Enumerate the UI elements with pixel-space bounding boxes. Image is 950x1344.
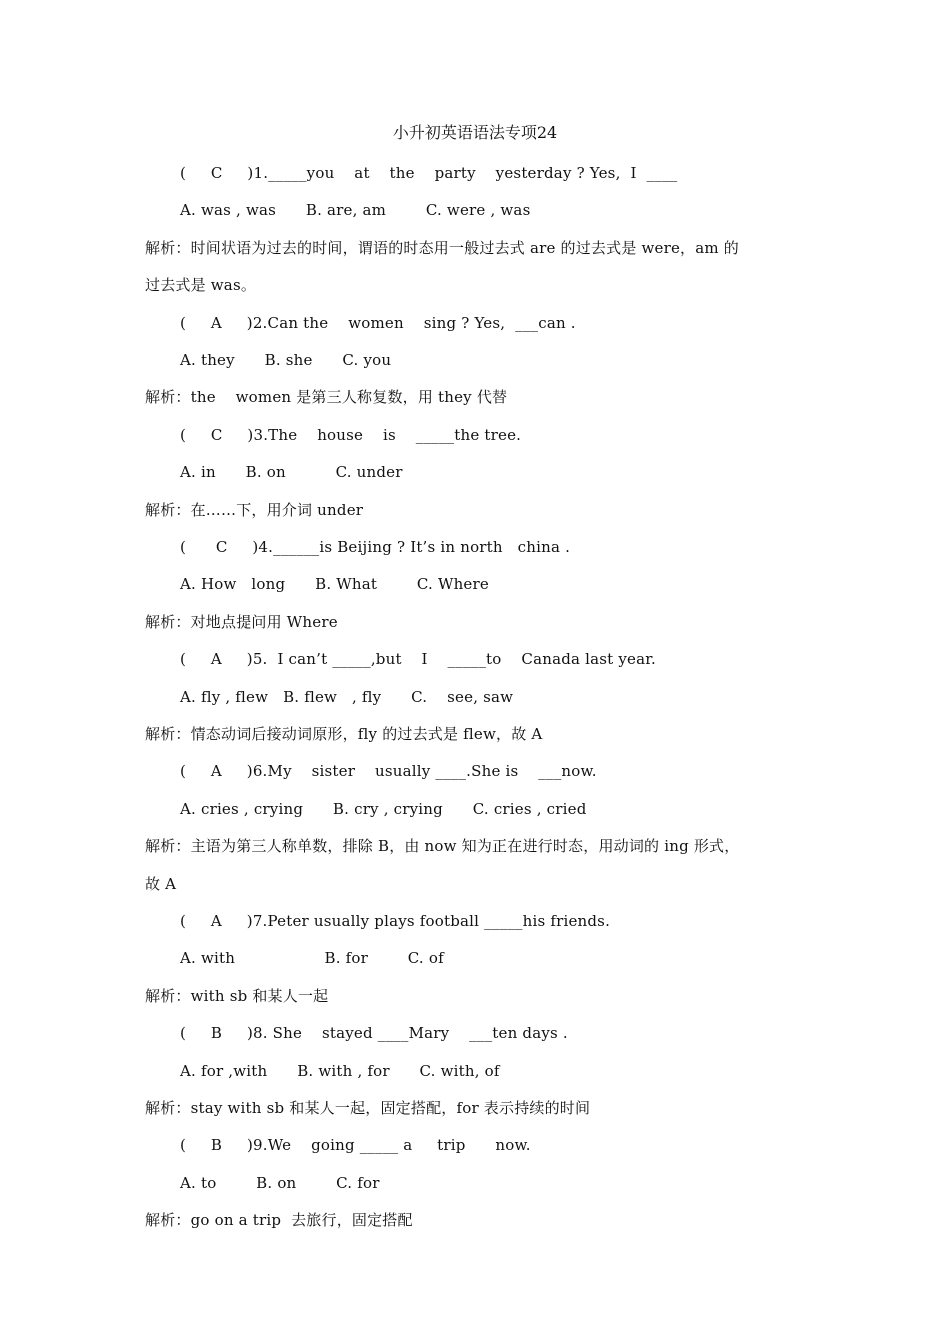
question-options: A. was , was B. are, am C. were , was [180, 201, 531, 220]
question-options: A. in B. on C. under [180, 463, 403, 482]
question-options: A. they B. she C. you [180, 351, 392, 369]
question-explanation: 解析：go on a trip 去旅行，固定搭配 [145, 1211, 413, 1230]
question-stem: ( A )7.Peter usually plays football _____his friends. [180, 912, 611, 930]
question-stem: ( A )2.Can the women sing ? Yes, ___can . [180, 313, 576, 332]
question-explanation: 解析：在……下，用介词 under [145, 500, 364, 519]
question-stem: ( C )3.The house is _____the tree. [180, 425, 522, 444]
question-options: A. for ,with B. with , for C. with, of [180, 1061, 500, 1080]
question-options: A. How long B. What C. Where [180, 575, 489, 594]
question-options: A. with B. for C. of [180, 949, 444, 968]
question-explanation: 解析：情态动词后接动词原形，fly 的过去式是 flew，故 A [145, 725, 543, 743]
question-options: A. to B. on C. for [180, 1173, 380, 1192]
question-explanation: 解析：主语为第三人称单数，排除 B，由 now 知为正在进行时态，用动词的 ing 形式， [145, 837, 740, 856]
question-explanation: 解析：the women 是第三人称复数，用 they 代替 [145, 388, 508, 407]
question-options: A. cries , crying B. cry , crying C. cries , cried [180, 799, 587, 818]
question-stem: ( C )1._____you at the party yesterday ? Yes, I ____ [180, 164, 678, 182]
question-explanation: 过去式是 was。 [145, 276, 257, 295]
question-stem: ( C )4.______is Beijing ? It’s in north china . [180, 538, 571, 556]
document-title: 小升初英语语法专项24 [392, 123, 558, 142]
question-stem: ( A )5. I can’t _____,but I _____to Canada last year. [180, 650, 656, 669]
question-explanation: 解析：stay with sb 和某人一起，固定搭配，for 表示持续的时间 [145, 1099, 591, 1117]
question-stem: ( B )9.We going _____ a trip now. [180, 1136, 531, 1155]
question-stem: ( B )8. She stayed ____Mary ___ten days . [180, 1024, 568, 1043]
question-explanation: 解析：时间状语为过去的时间，谓语的时态用一般过去式 are 的过去式是 were，am 的 [145, 238, 739, 257]
question-explanation: 解析：对地点提问用 Where [145, 612, 338, 631]
question-explanation: 故 A [145, 874, 177, 893]
question-options: A. fly , flew B. flew , fly C. see, saw [180, 687, 514, 706]
question-stem: ( A )6.My sister usually ____.She is ___now. [180, 762, 597, 781]
question-explanation: 解析：with sb 和某人一起 [145, 986, 329, 1005]
